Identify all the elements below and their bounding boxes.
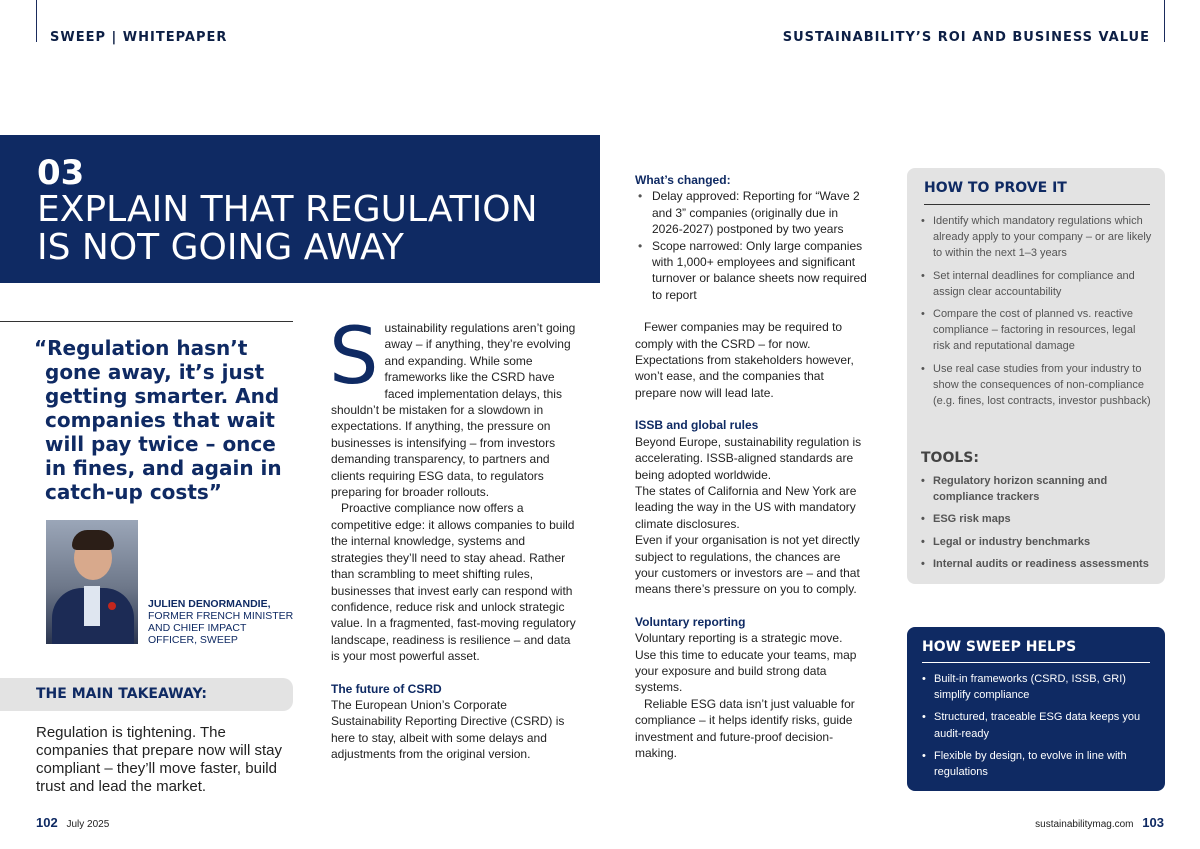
header-right: SUSTAINABILITY’S ROI AND BUSINESS VALUE: [782, 30, 1150, 45]
tools-list: [921, 473, 1153, 578]
prove-heading-rule: [924, 204, 1150, 205]
prove-heading: HOW TO PROVE IT: [924, 180, 1067, 196]
col1-paragraph-3: The European Union’s Corporate Sustainability Reporting Directive (CSRD) is here to stay, albeit with some delays and adjustments from the original version.: [331, 697, 565, 762]
heading-issb: ISSB and global rules: [635, 418, 759, 433]
section-title: EXPLAIN THAT REGULATION IS NOT GOING AWAY: [37, 189, 538, 268]
list-item: • Built-in frameworks (CSRD, ISSB, GRI) simplify compliance: [922, 671, 1154, 703]
page-number-left: 102: [36, 815, 58, 830]
speaker-name: JULIEN DENORMANDIE,: [148, 598, 271, 610]
tools-heading: TOOLS:: [921, 450, 979, 466]
col2-paragraph-1: Fewer companies may be required to comply with the CSRD – for now. Expectations from stakeholders however, won’t ease, and the companies that prepare now will lead late.: [635, 320, 854, 400]
footer-right: [1035, 815, 1164, 830]
speaker-caption: [148, 598, 298, 646]
list-item: • Delay approved: Reporting for “Wave 2 and 3” companies (originally due in 2026-2027) postponed by two years: [652, 188, 867, 237]
section-banner: [0, 135, 600, 283]
issue-date: July 2025: [66, 819, 110, 830]
quote-top-rule: [0, 321, 293, 322]
site-url: sustainabilitymag.com: [1035, 819, 1134, 830]
page-number-right: 103: [1142, 815, 1164, 830]
footer-left: [36, 815, 109, 830]
how-to-prove-panel: [907, 168, 1165, 584]
col2-paragraph-6: Reliable ESG data isn’t just valuable for compliance – it helps identify risks, guide investment and future-proof decision-making.: [635, 696, 855, 760]
list-item: • Internal audits or readiness assessments: [921, 556, 1153, 572]
col2-paragraph-2: Beyond Europe, sustainability regulation is accelerating. ISSB-aligned standards are being adopted worldwide.: [635, 434, 862, 482]
prove-list: [921, 213, 1153, 415]
body-column-1: [329, 312, 576, 763]
helps-heading: HOW SWEEP HELPS: [922, 639, 1077, 655]
col2-paragraph-5: Voluntary reporting is a strategic move. Use this time to educate your teams, map your exposure and build strong data systems.: [635, 631, 857, 695]
list-item: • Legal or industry benchmarks: [921, 534, 1153, 550]
list-item: • Structured, traceable ESG data keeps you audit-ready: [922, 709, 1154, 741]
heading-voluntary: Voluntary reporting: [635, 614, 746, 629]
pull-quote: “Regulation hasn’t gone away, it’s just getting smarter. And companies that wait will pay twice – once in fines, and again in catch-up costs”: [34, 336, 282, 504]
heading-whats-changed: What’s changed:: [635, 173, 731, 187]
speaker-photo: [46, 520, 138, 644]
helps-heading-rule: [922, 662, 1150, 663]
list-item: • ESG risk maps: [921, 511, 1153, 527]
list-item: • Regulatory horizon scanning and compliance trackers: [921, 473, 1153, 505]
how-sweep-helps-panel: [907, 627, 1165, 791]
col2-paragraph-4: Even if your organisation is not yet directly subject to regulations, the chances are your customers or investors are – and that means there’s pressure on you to comply.: [635, 533, 860, 597]
list-item: • Scope narrowed: Only large companies with 1,000+ employees and significant turnover or balance sheets now required to report: [652, 238, 867, 304]
header-rule-right: [1164, 0, 1165, 42]
helps-list: [922, 671, 1154, 786]
takeaway-heading-box: [0, 678, 293, 711]
col1-paragraph-2: Proactive compliance now offers a competitive edge: it allows companies to build the internal knowledge, systems and strategies they’ll need to stay ahead. Rather than scrambling to meet shifting rules, businesses that invest early can respond with confidence, reduce risk and unlock strategic value. In a fragmented, fast-moving regulatory landscape, readiness is resilience – and data is your most powerful asset.: [331, 501, 576, 664]
col2-paragraph-3: The states of California and New York are leading the way in the US with mandatory climate disclosures.: [635, 483, 857, 531]
heading-future-of-csrd: The future of CSRD: [331, 681, 442, 696]
speaker-role: FORMER FRENCH MINISTER AND CHIEF IMPACT OFFICER, SWEEP: [148, 610, 294, 646]
drop-cap: S: [329, 312, 379, 402]
takeaway-heading: THE MAIN TAKEAWAY:: [36, 686, 208, 702]
list-item: • Flexible by design, to evolve in line with regulations: [922, 748, 1154, 780]
changes-list: [635, 188, 867, 303]
list-item: • Use real case studies from your industry to show the consequences of non-compliance (e.g. fines, lost contracts, investor pushback): [921, 361, 1153, 410]
body-column-2: [635, 172, 867, 761]
col1-paragraph-1: ustainability regulations aren’t going away – if anything, they’re evolving and expanding. While some frameworks like the CSRD have faced implementation delays, this shouldn’t be mistaken for a slowdown in expectations. If anything, the pressure on businesses is intensifying – from investors demanding transparency, to partners and clients requiring ESG data, to regulators preparing for broader rollouts.: [331, 321, 576, 500]
header-rule-left: [36, 0, 37, 42]
header-left: SWEEP | WHITEPAPER: [50, 30, 228, 45]
list-item: • Set internal deadlines for compliance and assign clear accountability: [921, 268, 1153, 300]
takeaway-text: Regulation is tightening. The companies that prepare now will stay compliant – they’ll move faster, build trust and lead the market.: [36, 724, 282, 795]
list-item: • Identify which mandatory regulations which already apply to your company – or are likely to within the next 1–3 years: [921, 213, 1153, 262]
section-number: 03: [37, 153, 85, 193]
list-item: • Compare the cost of planned vs. reactive compliance – factoring in resources, legal risk and reputational damage: [921, 306, 1153, 355]
